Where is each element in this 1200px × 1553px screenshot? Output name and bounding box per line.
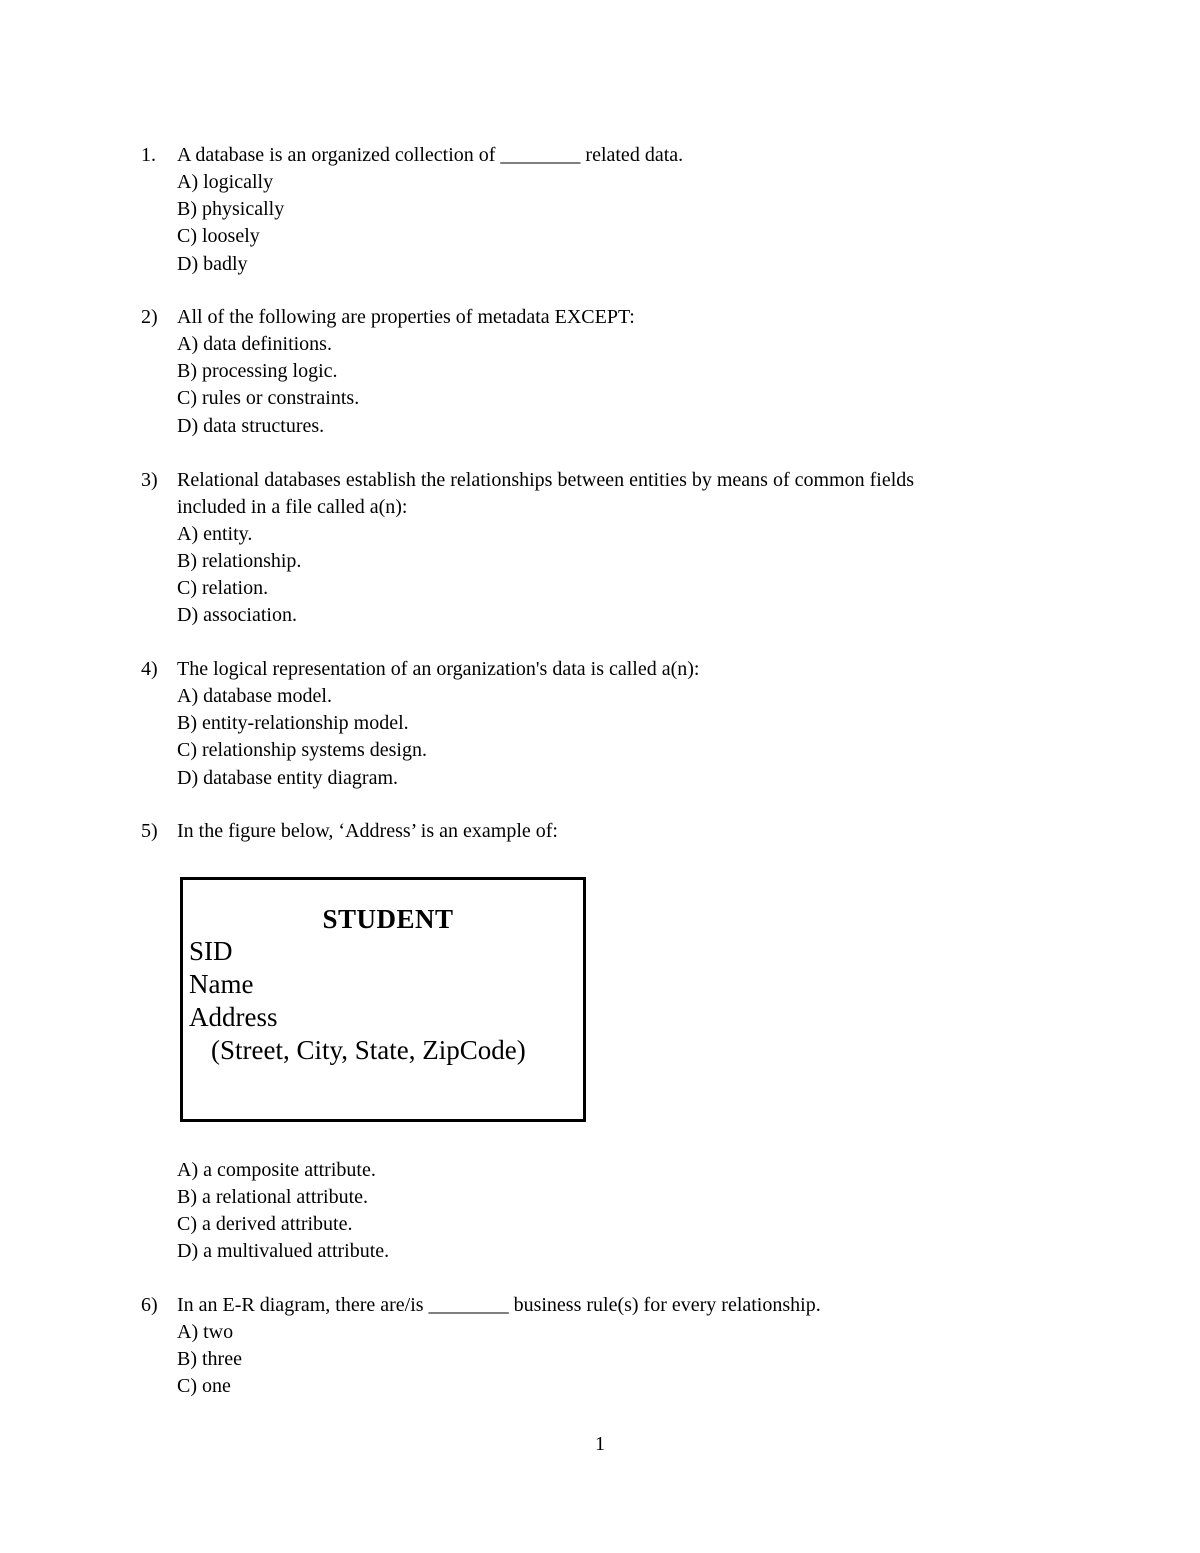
option-b: B) entity-relationship model. bbox=[177, 712, 409, 734]
question-stem: In the figure below, ‘Address’ is an example of: bbox=[177, 820, 558, 842]
attribute-address: Address bbox=[189, 1002, 278, 1032]
option-b: B) three bbox=[177, 1348, 242, 1370]
question-stem-line-1: Relational databases establish the relationships between entities by means of common fields bbox=[177, 469, 915, 491]
option-b: B) relationship. bbox=[177, 550, 302, 572]
option-b: B) physically bbox=[177, 198, 285, 220]
option-c: C) loosely bbox=[177, 225, 260, 247]
entity-title: STUDENT bbox=[322, 904, 454, 934]
option-d: D) database entity diagram. bbox=[177, 767, 399, 789]
question-stem: In an E-R diagram, there are/is ________ business rule(s) for every relationship. bbox=[177, 1294, 821, 1316]
option-c: C) a derived attribute. bbox=[177, 1213, 353, 1235]
option-b: B) processing logic. bbox=[177, 360, 338, 382]
option-a: A) two bbox=[177, 1321, 234, 1343]
attribute-sid: SID bbox=[189, 936, 233, 966]
attribute-name: Name bbox=[189, 969, 254, 999]
option-c: C) rules or constraints. bbox=[177, 387, 360, 409]
question-number: 5) bbox=[141, 820, 158, 842]
option-d: D) association. bbox=[177, 604, 297, 626]
question-stem: The logical representation of an organization's data is called a(n): bbox=[177, 658, 700, 680]
option-a: A) data definitions. bbox=[177, 333, 332, 355]
question-stem: A database is an organized collection of ________ related data. bbox=[177, 144, 684, 166]
student-entity-figure bbox=[180, 877, 586, 1122]
question-number: 2) bbox=[141, 306, 158, 328]
option-c: C) relation. bbox=[177, 577, 269, 599]
option-a: A) entity. bbox=[177, 523, 253, 545]
attribute-address-components: (Street, City, State, ZipCode) bbox=[211, 1035, 526, 1065]
option-d: D) badly bbox=[177, 253, 248, 275]
question-number: 3) bbox=[141, 469, 158, 491]
question-number: 1. bbox=[141, 144, 156, 166]
page-number: 1 bbox=[595, 1433, 605, 1455]
question-stem-line-2: included in a file called a(n): bbox=[177, 496, 408, 518]
question-number: 6) bbox=[141, 1294, 158, 1316]
option-a: A) logically bbox=[177, 171, 274, 193]
option-c: C) relationship systems design. bbox=[177, 739, 427, 761]
option-a: A) database model. bbox=[177, 685, 332, 707]
option-d: D) a multivalued attribute. bbox=[177, 1240, 390, 1262]
option-b: B) a relational attribute. bbox=[177, 1186, 369, 1208]
option-d: D) data structures. bbox=[177, 415, 325, 437]
option-c: C) one bbox=[177, 1375, 231, 1397]
option-a: A) a composite attribute. bbox=[177, 1159, 376, 1181]
question-stem: All of the following are properties of metadata EXCEPT: bbox=[177, 306, 635, 328]
question-number: 4) bbox=[141, 658, 158, 680]
